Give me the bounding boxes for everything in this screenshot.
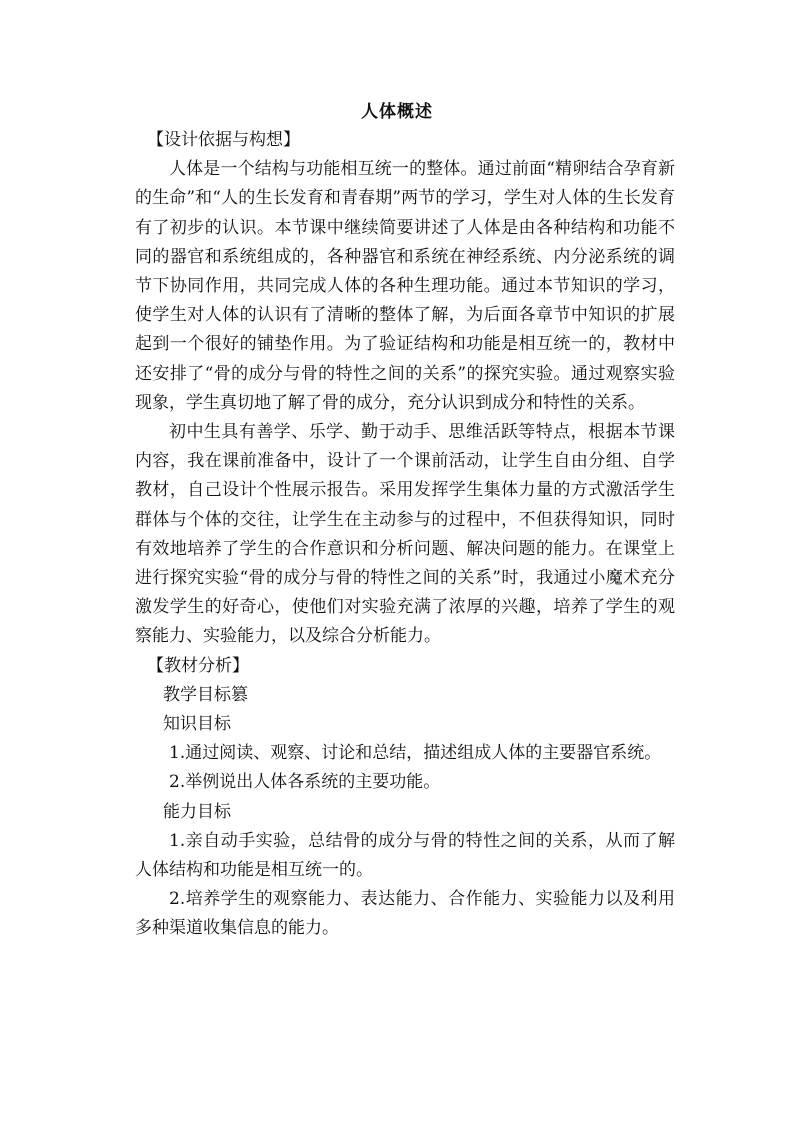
ability-item-1: 1.亲自动手实验，总结骨的成分与骨的特性之间的关系，从而了解人体结构和功能是相互统一的。 [135,830,675,881]
paragraph-design-2: 初中生具有善学、乐学、勤于动手、思维活跃等特点，根据本节课内容，我在课前准备中，设计了一个课前活动，让学生自由分组、自学教材，自己设计个性展示报告。采用发挥学生集体力量的方式激活学生群体与个体的交往，让学生在主动参与的过程中，不但获得知识，同时有效地培养了学生的合作意识和分析问题、解决问题的能力。在课堂上进行探究实验“骨的成分与骨的特性之间的关系”时，我通过小魔术充分激发学生的好奇心，使他们对实验充满了浓厚的兴趣，培养了学生的观察能力、实验能力，以及综合分析能力。 [135,422,675,647]
label-ability-goals: 能力目标 [163,801,231,822]
section-heading-design: 【设计依据与构想】 [147,130,300,150]
document-title: 人体概述 [361,102,433,122]
label-teaching-goals: 教学目标篡 [163,684,248,705]
label-knowledge-goals: 知识目标 [163,714,231,735]
document-body [135,126,675,944]
paragraph-design-1: 人体是一个结构与功能相互统一的整体。通过前面“精卵结合孕育新的生命”和“人的生长发育和青春期”两节的学习，学生对人体的生长发育有了初步的认识。本节课中继续简要讲述了人体是由各种结构和功能不同的器官和系统组成的，各种器官和系统在神经系统、内分泌系统的调节下协同作用，共同完成人体的各种生理功能。通过本节知识的学习，使学生对人体的认识有了清晰的整体了解，为后面各章节中知识的扩展起到一个很好的铺垫作用。为了验证结构和功能是相互统一的，教材中还安排了“骨的成分与骨的特性之间的关系”的探究实验。通过观察实验现象，学生真切地了解了骨的成分，充分认识到成分和特性的关系。 [135,159,675,413]
knowledge-item-1: 1.通过阅读、观察、讨论和总结，描述组成人体的主要器官系统。 [169,743,662,764]
knowledge-item-2: 2.举例说出人体各系统的主要功能。 [169,772,441,793]
section-heading-analysis: 【教材分析】 [147,655,249,676]
ability-item-2: 2.培养学生的观察能力、表达能力、合作能力、实验能力以及利用多种渠道收集信息的能力。 [135,889,675,939]
